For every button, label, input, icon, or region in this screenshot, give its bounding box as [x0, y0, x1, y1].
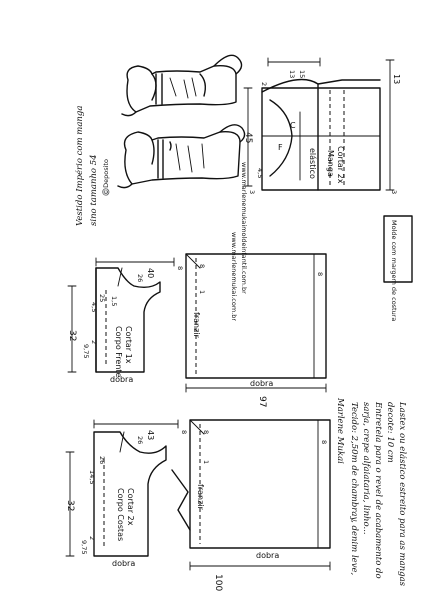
notes-line-3: Entretela para o revel de acabamento do	[373, 402, 383, 579]
back-bodice-dim-neck-b: 14,5	[88, 470, 96, 485]
sleeve-dim-bottom-b: 3	[390, 190, 398, 195]
front-bodice-fold: dobra	[110, 375, 134, 384]
front-skirt-fold: dobra	[250, 379, 274, 388]
back-bodice-dim-top: 43	[146, 430, 155, 441]
front-skirt-gather: franzir	[192, 312, 201, 338]
sleeve-dim-top-a: 13	[288, 70, 296, 79]
front-bodice-dim-armhole: 25	[98, 294, 106, 303]
back-skirt-dim-side: 8	[180, 430, 188, 435]
notes-line-4: decote: 10 cm	[385, 402, 395, 463]
front-bodice-dim-neck-a: 9,75	[82, 344, 90, 359]
back-skirt-dim-b: 8	[320, 440, 328, 445]
website-line-1: www.marlenemukai.com.br	[230, 232, 238, 322]
front-bodice-dim-elastic: 1,5	[110, 296, 118, 307]
sleeve-label-f: F	[278, 143, 283, 152]
front-skirt-dim-top: 8	[198, 264, 206, 269]
front-skirt-pattern	[176, 254, 326, 407]
back-skirt-dim-a: 1	[202, 460, 210, 465]
sleeve-label-c: C	[290, 121, 296, 130]
signature-text: Marlene Mukai	[335, 398, 345, 464]
front-bodice-dim-neck-b: 4,5	[90, 302, 98, 313]
back-bodice-pattern	[65, 420, 190, 568]
sleeve-pattern	[243, 58, 401, 194]
sleeve-label-cut: Cortar 2x	[336, 146, 345, 184]
back-bodice-dim-armhole: 26	[98, 456, 106, 465]
dress-illustration-back	[118, 125, 245, 188]
notes-line-2: sarja, crepe alfaiataria, linho...	[361, 402, 371, 535]
back-skirt-fold: dobra	[256, 551, 280, 560]
sleeve-dim-left: 4,5	[256, 168, 264, 179]
back-bodice-dim-neck-c: 2	[88, 536, 96, 541]
front-bodice-label-cut: Cortar 1x	[124, 326, 133, 364]
front-skirt-dim-b: 8	[316, 272, 324, 277]
back-bodice-fold: dobra	[112, 559, 136, 568]
front-bodice-dim-top: 40	[146, 268, 155, 279]
copyright-mark: ©️Deposito	[102, 159, 110, 196]
website-line-2: www.marlenemukaimoldeinfantil.com.br	[240, 162, 248, 294]
front-bodice-dim-neck-c: 2	[90, 340, 98, 345]
back-bodice-label-cut: Cortar 2x	[126, 488, 135, 526]
seam-note-text: Molde com margem de costura	[390, 220, 398, 322]
sleeve-label-elastic: elástico	[308, 148, 317, 179]
back-skirt-pattern	[180, 420, 330, 591]
front-bodice-dim-width: 32	[67, 330, 77, 342]
sleeve-dim-cap: 2	[260, 82, 268, 87]
fabric-notes	[349, 401, 408, 587]
sleeve-dim-bottom-a: 3	[248, 190, 256, 195]
back-skirt-gather: franzir	[196, 484, 205, 510]
sleeve-dim-top-b: 15	[298, 70, 306, 79]
signature	[335, 397, 345, 464]
sleeve-label-main: Manga	[326, 150, 335, 177]
back-bodice-dim-neck-a: 9,75	[80, 540, 88, 555]
front-bodice-pattern	[67, 258, 174, 384]
dress-illustration-front	[122, 55, 242, 115]
front-skirt-dim-a: 1	[198, 290, 206, 295]
back-skirt-dim-top: 8	[202, 430, 210, 435]
back-skirt-dim-length: 100	[213, 574, 223, 592]
title-line-2: sino tamanho 54	[89, 154, 99, 226]
front-bodice-dim-depth: 26	[136, 274, 144, 283]
sleeve-dim-length: 45	[243, 132, 253, 144]
front-skirt-dim-length: 97	[257, 396, 267, 408]
sleeve-dim-right: 13	[392, 74, 401, 85]
notes-line-5: Lastex ou elástico estreito para as mangas	[397, 402, 407, 587]
front-skirt-dim-side: 8	[176, 266, 184, 271]
notes-line-1: Tecido: 2,50m de chambray, denim leve,	[349, 402, 359, 576]
back-bodice-dim-depth: 26	[136, 436, 144, 445]
front-bodice-label-main: Corpo Frente	[114, 326, 123, 378]
title-line-1: Vestido Império com manga	[75, 105, 85, 226]
back-bodice-dim-width: 32	[65, 500, 75, 512]
seam-note	[384, 216, 412, 321]
back-bodice-label-main: Corpo Costas	[116, 488, 125, 542]
